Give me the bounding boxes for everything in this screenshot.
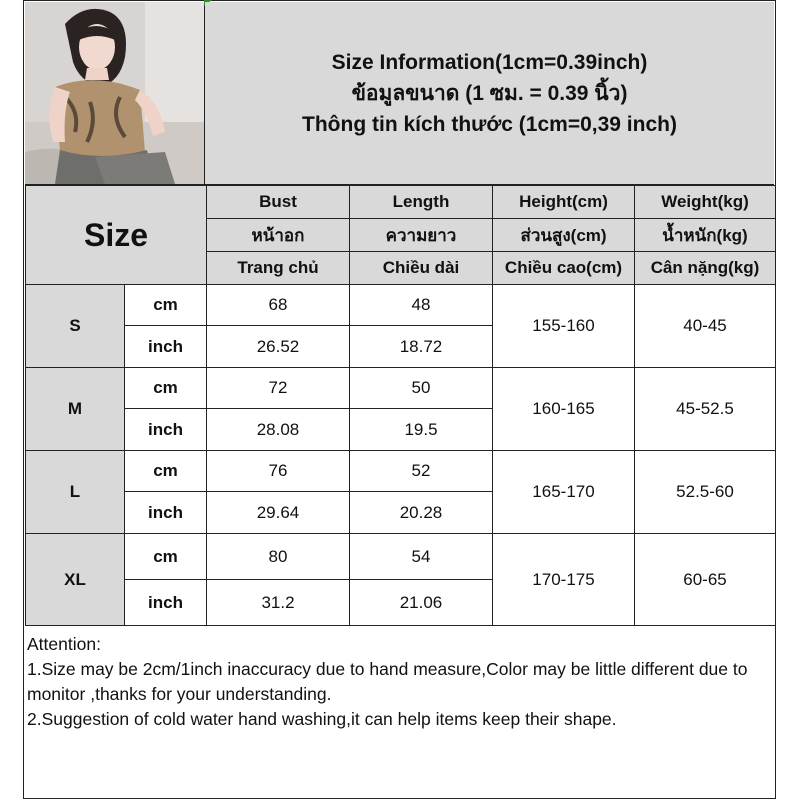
- size-title: Size: [83, 216, 149, 253]
- notes-line-2: 2.Suggestion of cold water hand washing,it can help items keep their shape.: [27, 709, 617, 729]
- col-weight-en: Weight(kg): [635, 186, 776, 219]
- size-info-header: [205, 2, 774, 185]
- length-in-s: 18.72: [350, 326, 493, 368]
- bust-in-l: 29.64: [207, 492, 350, 534]
- length-cm-s: 48: [350, 285, 493, 326]
- weight-m: 45-52.5: [635, 368, 776, 451]
- header-line-vi: Thông tin kích thước (1cm=0,39 inch): [302, 112, 677, 136]
- length-cm-xl: 54: [350, 534, 493, 580]
- height-s: 155-160: [493, 285, 635, 368]
- bust-cm-s: 68: [207, 285, 350, 326]
- unit-inch: inch: [125, 580, 207, 626]
- bust-cm-m: 72: [207, 368, 350, 409]
- height-xl: 170-175: [493, 534, 635, 626]
- size-table: [25, 185, 776, 626]
- size-label-s: S: [26, 285, 125, 368]
- bust-in-s: 26.52: [207, 326, 350, 368]
- col-length-th: ความยาว: [350, 219, 493, 252]
- length-in-m: 19.5: [350, 409, 493, 451]
- col-bust-en: Bust: [207, 186, 350, 219]
- col-length-vi: Chiều dài: [350, 252, 493, 285]
- unit-inch: inch: [125, 492, 207, 534]
- col-length-en: Length: [350, 186, 493, 219]
- length-cm-m: 50: [350, 368, 493, 409]
- weight-xl: 60-65: [635, 534, 776, 626]
- length-in-l: 20.28: [350, 492, 493, 534]
- col-height-vi: Chiều cao(cm): [493, 252, 635, 285]
- bust-in-xl: 31.2: [207, 580, 350, 626]
- size-label-xl: XL: [26, 534, 125, 626]
- unit-cm: cm: [125, 451, 207, 492]
- weight-l: 52.5-60: [635, 451, 776, 534]
- size-label-m: M: [26, 368, 125, 451]
- header-line-en: Size Information(1cm=0.39inch): [331, 50, 648, 74]
- notes-title: Attention:: [27, 634, 101, 654]
- weight-s: 40-45: [635, 285, 776, 368]
- notes-line-1: 1.Size may be 2cm/1inch inaccuracy due to hand measure,Color may be little different due to monitor ,thanks for your understanding.: [27, 659, 748, 704]
- header-line-th: ข้อมูลขนาด (1 ซม. = 0.39 นิ้ว): [351, 81, 628, 105]
- col-bust-th: หน้าอก: [207, 219, 350, 252]
- unit-inch: inch: [125, 326, 207, 368]
- col-height-th: ส่วนสูง(cm): [493, 219, 635, 252]
- unit-cm: cm: [125, 285, 207, 326]
- bust-cm-l: 76: [207, 451, 350, 492]
- length-in-xl: 21.06: [350, 580, 493, 626]
- attention-notes: [27, 632, 772, 732]
- size-label-l: L: [26, 451, 125, 534]
- col-weight-th: น้ำหนัก(kg): [635, 219, 776, 252]
- product-photo: [25, 2, 205, 185]
- unit-cm: cm: [125, 368, 207, 409]
- col-height-en: Height(cm): [493, 186, 635, 219]
- height-l: 165-170: [493, 451, 635, 534]
- size-header-cell: [26, 186, 207, 285]
- unit-cm: cm: [125, 534, 207, 580]
- bust-in-m: 28.08: [207, 409, 350, 451]
- height-m: 160-165: [493, 368, 635, 451]
- bust-cm-xl: 80: [207, 534, 350, 580]
- length-cm-l: 52: [350, 451, 493, 492]
- col-bust-vi: Trang chủ: [207, 252, 350, 285]
- col-weight-vi: Cân nặng(kg): [635, 252, 776, 285]
- unit-inch: inch: [125, 409, 207, 451]
